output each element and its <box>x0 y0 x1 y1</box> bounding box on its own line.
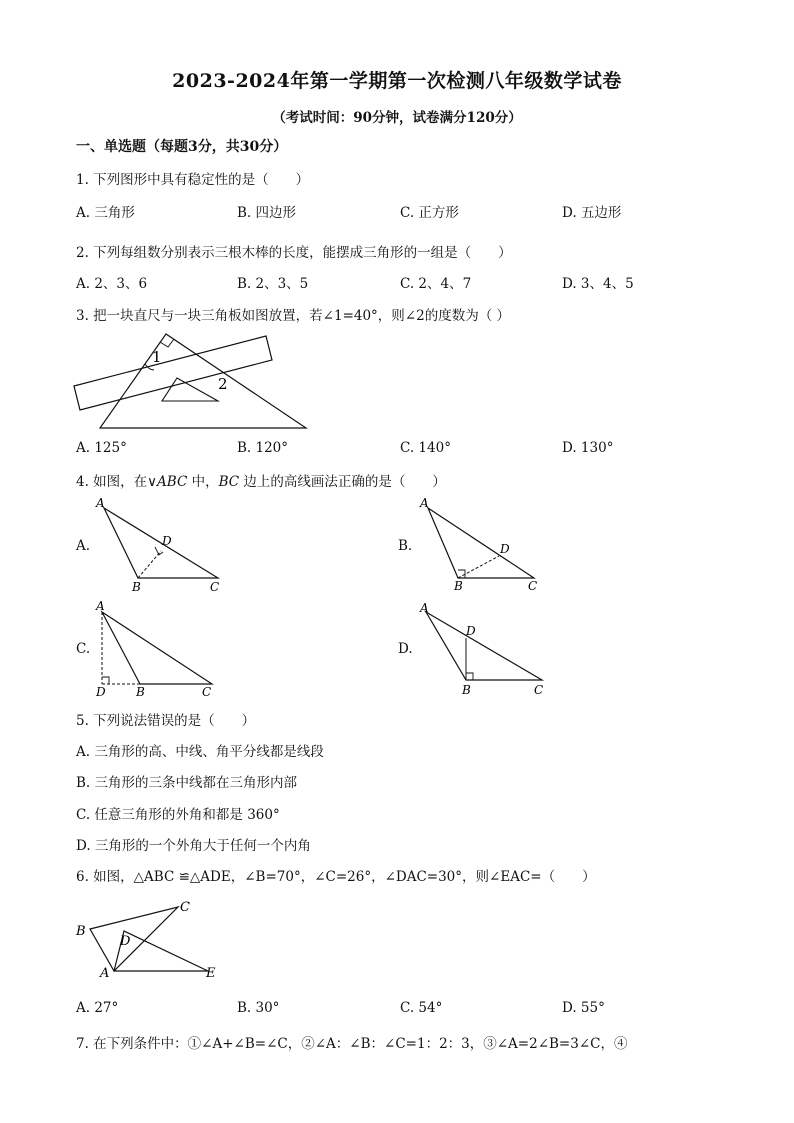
q4-stem: 4. 如图，在∨ABC 中，BC 边上的高线画法正确的是（ ） <box>76 474 446 490</box>
svg-text:D: D <box>466 624 476 638</box>
svg-text:D: D <box>96 685 106 699</box>
q6-stem: 6. 如图，△ABC ≌△ADE，∠B=70°，∠C=26°，∠DAC=30°，则∠EAC=（ ） <box>76 869 596 885</box>
q4-option-d: D. <box>398 641 413 657</box>
q6-congruent-triangles-figure <box>70 895 230 987</box>
q6-option-c: C. 54° <box>400 1000 443 1016</box>
q2-stem: 2. 下列每组数分别表示三根木棒的长度，能摆成三角形的一组是（ ） <box>76 245 512 261</box>
svg-text:B: B <box>132 580 141 594</box>
q3-stem: 3. 把一块直尺与一块三角板如图放置，若∠1=40°，则∠2的度数为（ ） <box>76 308 511 324</box>
svg-text:D: D <box>162 534 172 548</box>
q4-option-b: B. <box>398 538 413 554</box>
svg-text:E: E <box>206 966 216 981</box>
svg-text:C: C <box>210 580 220 594</box>
q1-option-b: B. 四边形 <box>237 205 297 221</box>
svg-text:A: A <box>96 496 105 510</box>
q3-option-b: B. 120° <box>237 440 289 456</box>
q1-option-c: C. 正方形 <box>400 205 459 221</box>
svg-text:A: A <box>420 601 429 615</box>
q3-angle-1-label: 1 <box>152 348 162 366</box>
q4-option-a: A. <box>76 538 91 554</box>
q6-option-d: D. 55° <box>562 1000 605 1016</box>
q5-option-b: B. 三角形的三条中线都在三角形内部 <box>76 775 298 791</box>
svg-text:D: D <box>500 542 510 556</box>
svg-text:B: B <box>136 685 145 699</box>
svg-text:B: B <box>76 924 86 939</box>
q2-option-d: D. 3、4、5 <box>562 276 634 292</box>
q4-figure-d <box>414 598 554 698</box>
q5-option-c: C. 任意三角形的外角和都是 360° <box>76 807 280 823</box>
q5-stem: 5. 下列说法错误的是（ ） <box>76 713 256 729</box>
q4-figure-a <box>92 494 232 594</box>
q7-stem: 7. 在下列条件中：①∠A+∠B=∠C，②∠A：∠B：∠C=1：2：3，③∠A=2∠B=3∠C，④ <box>76 1036 628 1052</box>
svg-text:A: A <box>420 496 429 510</box>
q3-angle-2-label: 2 <box>218 375 228 393</box>
svg-text:B: B <box>462 683 471 697</box>
q3-ruler-triangle-figure <box>70 326 310 434</box>
svg-text:C: C <box>202 685 212 699</box>
svg-text:C: C <box>528 579 538 593</box>
svg-text:B: B <box>454 579 463 593</box>
svg-text:A: A <box>100 966 110 981</box>
svg-text:A: A <box>96 599 105 613</box>
q5-option-a: A. 三角形的高、中线、角平分线都是线段 <box>76 744 324 760</box>
svg-text:C: C <box>180 900 190 915</box>
q3-option-d: D. 130° <box>562 440 614 456</box>
q3-option-a: A. 125° <box>76 440 127 456</box>
q4-figure-c <box>92 598 222 700</box>
exam-subtitle: （考试时间：90分钟，试卷满分120分） <box>272 110 522 126</box>
q6-option-b: B. 30° <box>237 1000 280 1016</box>
q1-option-d: D. 五边形 <box>562 205 622 221</box>
q4-option-c: C. <box>76 641 91 657</box>
section-heading: 一、单选题（每题3分，共30分） <box>76 139 288 155</box>
q1-stem: 1. 下列图形中具有稳定性的是（ ） <box>76 172 310 188</box>
q3-set-square <box>100 334 306 428</box>
q1-option-a: A. 三角形 <box>76 205 135 221</box>
q6-triangle-abc <box>90 907 178 971</box>
q5-option-d: D. 三角形的一个外角大于任何一个内角 <box>76 838 311 854</box>
q3-option-c: C. 140° <box>400 440 451 456</box>
q4-figure-b <box>414 494 554 594</box>
q2-option-a: A. 2、3、6 <box>76 276 148 292</box>
svg-text:D: D <box>120 934 131 949</box>
svg-text:C: C <box>534 683 544 697</box>
q3-ruler <box>74 336 272 410</box>
q6-option-a: A. 27° <box>76 1000 119 1016</box>
exam-title: 2023-2024年第一学期第一次检测八年级数学试卷 <box>172 70 622 92</box>
q2-option-b: B. 2、3、5 <box>237 276 309 292</box>
q2-option-c: C. 2、4、7 <box>400 276 472 292</box>
